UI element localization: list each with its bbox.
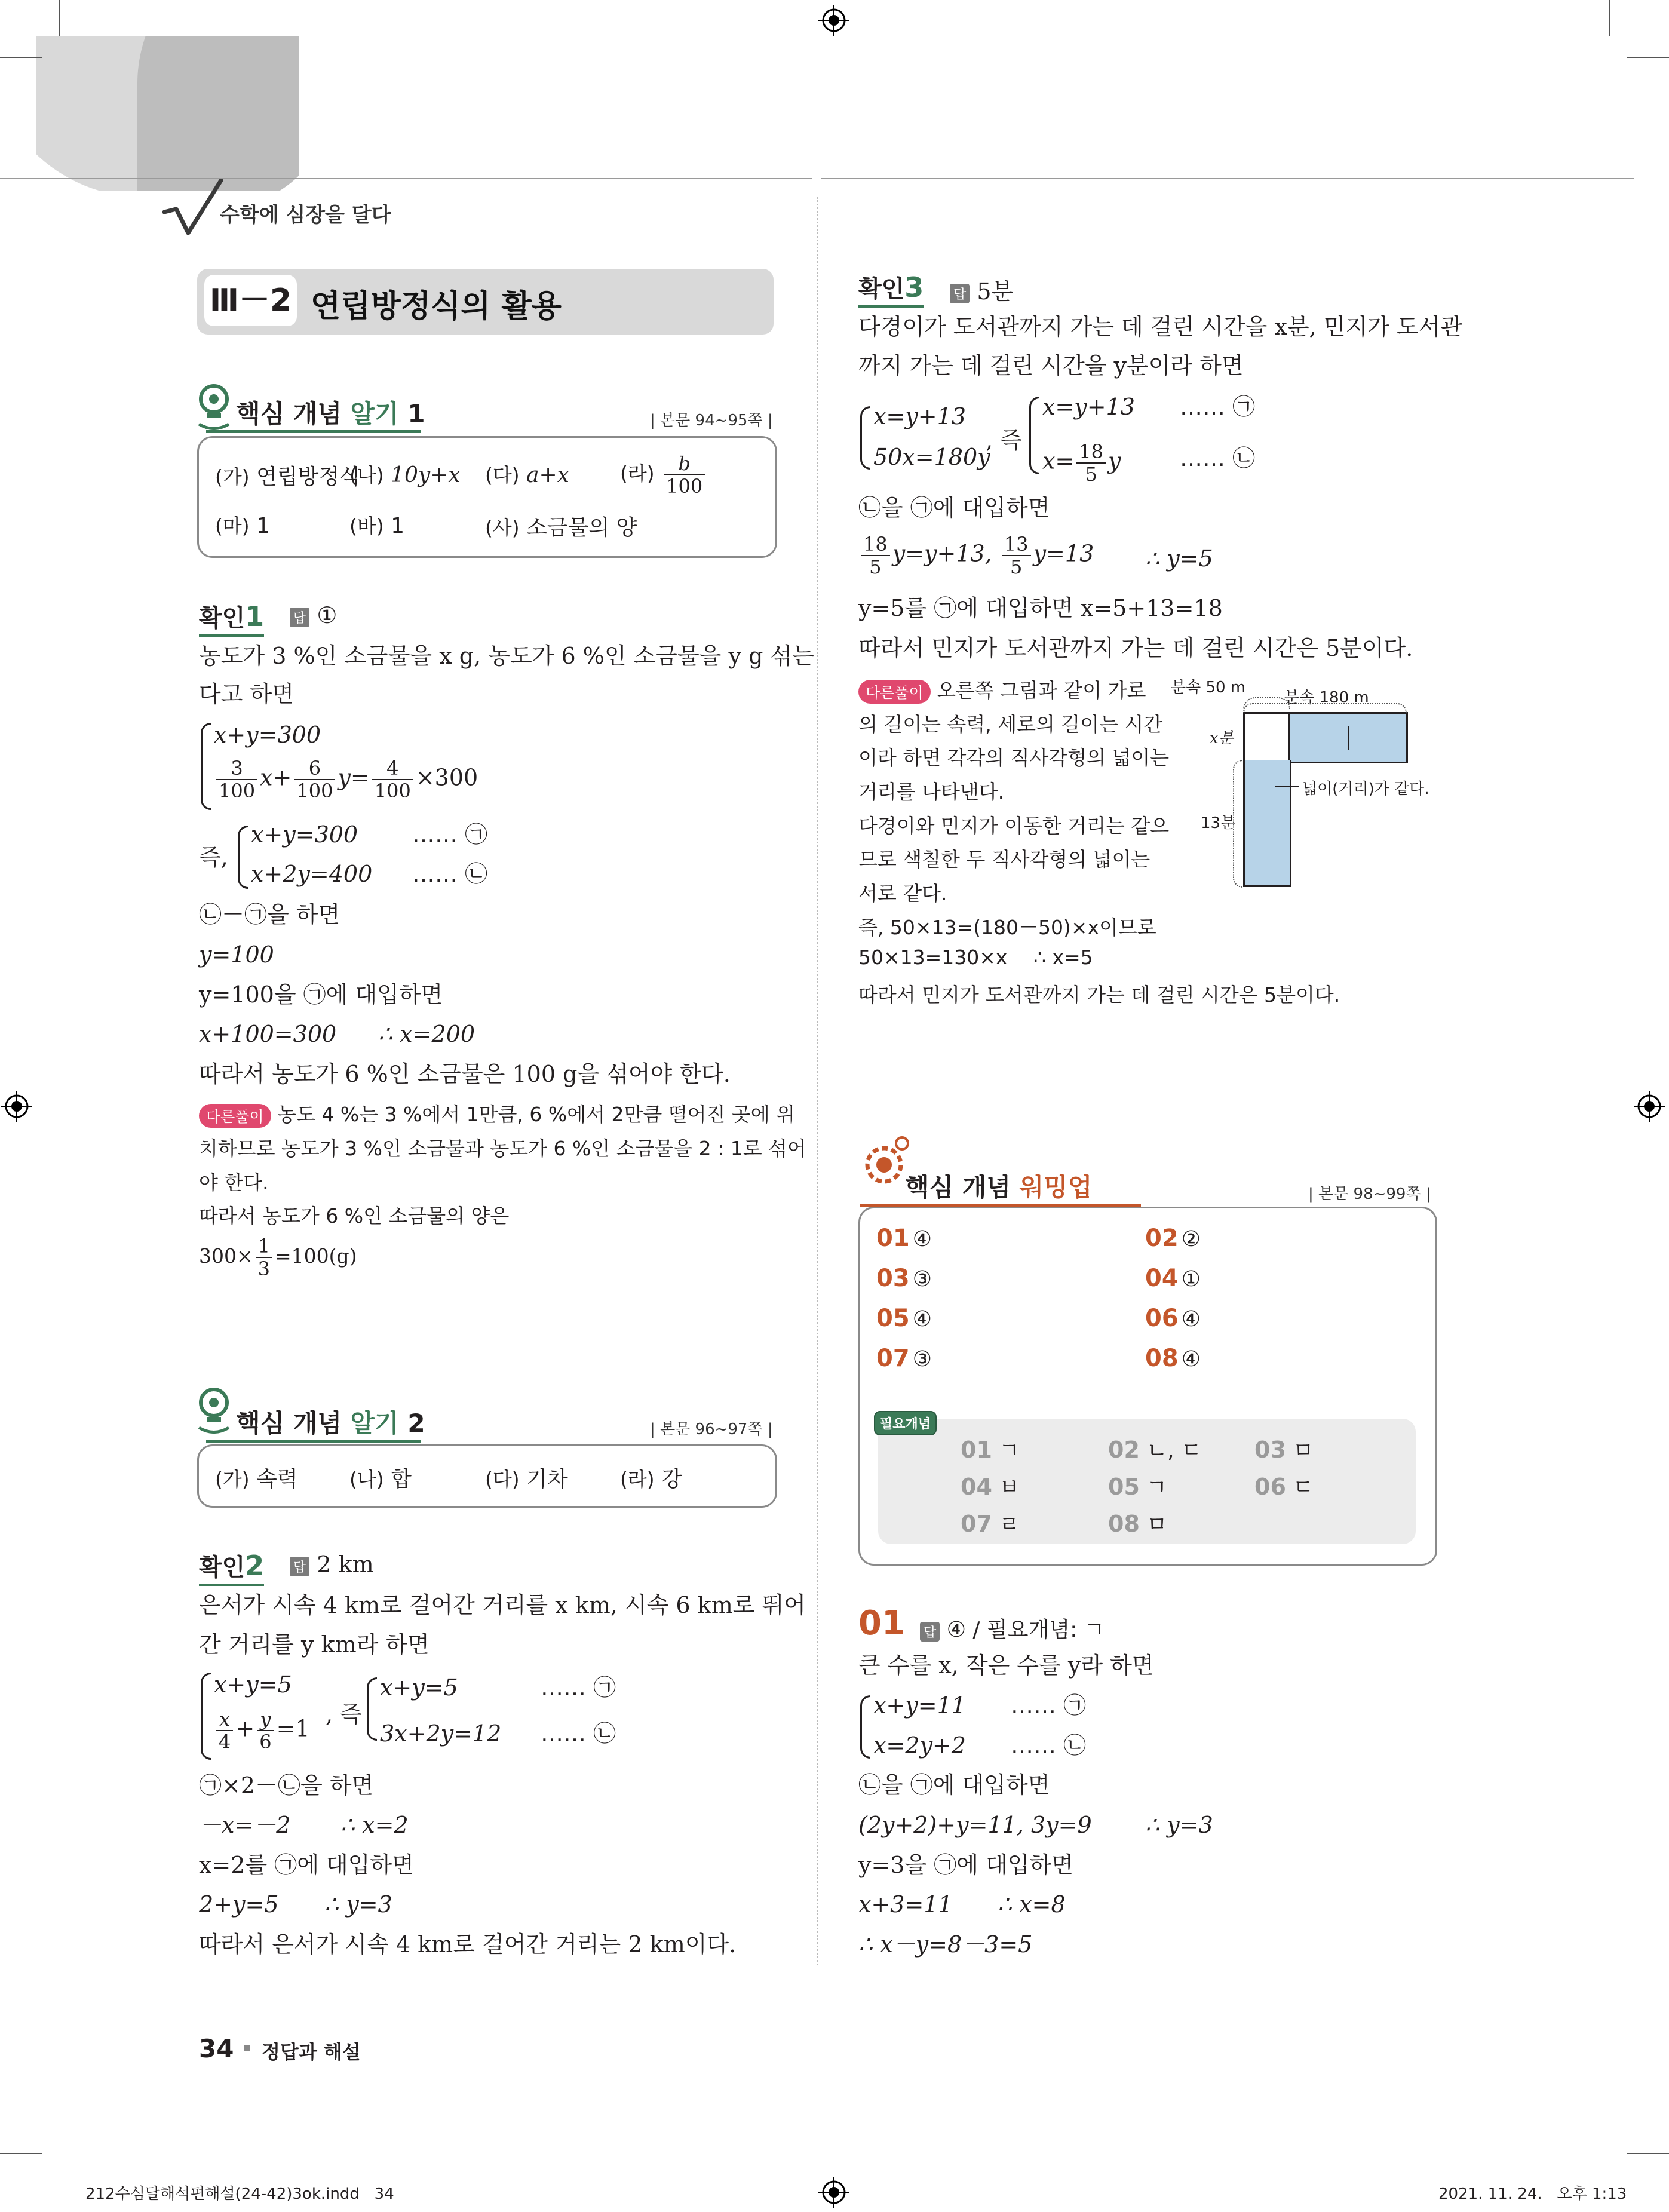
q01-sys2: x=2y+2 bbox=[873, 1732, 966, 1759]
answer-badge: 답 bbox=[920, 1622, 940, 1642]
header-leaf-decoration bbox=[36, 36, 299, 191]
concept2-title-underline bbox=[206, 1440, 421, 1443]
check1-line4: y=100 bbox=[199, 941, 274, 968]
q01-line2: ㉡을 ㉠에 대입하면 bbox=[858, 1772, 1050, 1798]
check3-alt-line10: 따라서 민지가 도서관까지 가는 데 걸린 시간은 5분이다. bbox=[858, 983, 1340, 1007]
q01-sys1: x+y=11 bbox=[873, 1692, 966, 1719]
concept2-na: (나) 합 bbox=[349, 1467, 412, 1492]
concept1-title-underline bbox=[206, 430, 421, 433]
warmup-answer: 08 ④ bbox=[1145, 1345, 1201, 1372]
concept1-da: (다) a+x bbox=[485, 463, 570, 487]
crop-mark-tr bbox=[1627, 57, 1669, 58]
section-title-bar bbox=[197, 269, 774, 335]
need-item: 01 ㄱ bbox=[961, 1437, 1020, 1463]
registration-mark-right bbox=[1634, 1091, 1665, 1122]
check1-alt-line4: 따라서 농도가 6 %인 소금물의 양은 bbox=[199, 1204, 510, 1228]
check3-brace1 bbox=[860, 406, 870, 470]
need-item: 05 ㄱ bbox=[1108, 1474, 1168, 1500]
check1-sys2: x+2y=400 bbox=[251, 861, 373, 887]
check1-line3: ㉡－㉠을 하면 bbox=[199, 901, 340, 928]
fig-rect-small bbox=[1243, 712, 1291, 763]
check3-alt-line2: 의 길이는 속력, 세로의 길이는 시간 bbox=[858, 713, 1163, 736]
warmup-answer: 07 ③ bbox=[876, 1345, 932, 1372]
q01-line5a: x+3=11 bbox=[858, 1891, 953, 1918]
fig-label-13: 13분 bbox=[1201, 814, 1236, 832]
check1-line1: 농도가 3 %인 소금물을 x g, 농도가 6 %인 소금물을 y g 섞는 bbox=[199, 643, 814, 669]
alt-solution-badge: 다른풀이 bbox=[199, 1104, 271, 1128]
check3-alt-line6: 므로 색칠한 두 직사각형의 넓이는 bbox=[858, 848, 1150, 871]
warmup-title: 핵심 개념 워밍업 bbox=[905, 1173, 1093, 1202]
check2-line5: x=2를 ㉠에 대입하면 bbox=[199, 1852, 414, 1878]
need-item: 02 ㄴ, ㄷ bbox=[1108, 1437, 1202, 1463]
check1-alt-line1: 다른풀이 농도 4 %는 3 %에서 1만큼, 6 %에서 2만큼 떨어진 곳에 위 bbox=[199, 1099, 795, 1128]
need-item: 07 ㄹ bbox=[961, 1511, 1020, 1537]
registration-mark-top bbox=[818, 5, 849, 36]
check3-eq2: 50x=180y bbox=[873, 444, 990, 470]
concept1-row1: (가) 연립방정식 bbox=[215, 465, 360, 489]
check2-line6b: ∴ y=3 bbox=[324, 1891, 392, 1918]
q01-number: 01 bbox=[858, 1604, 905, 1643]
crop-mark-tl bbox=[0, 57, 42, 58]
check3-line2: 까지 가는 데 걸린 시간을 y분이라 하면 bbox=[858, 352, 1244, 379]
header-checkmark-icon bbox=[161, 179, 227, 239]
page-number: 34 bbox=[199, 2034, 234, 2063]
check1-heading: 확인1 bbox=[199, 599, 264, 637]
concept1-ra: (라) $\frac{b}{100}$ bbox=[620, 453, 707, 497]
alt-solution-badge: 다른풀이 bbox=[858, 680, 931, 704]
need-item: 06 ㄷ bbox=[1254, 1474, 1314, 1500]
header-top-rule bbox=[0, 178, 812, 179]
concept1-ma: (마) 1 bbox=[215, 514, 270, 538]
fig-label-eq: 넓이(거리)가 같다. bbox=[1302, 780, 1429, 798]
warmup-answer: 05 ④ bbox=[876, 1305, 932, 1332]
section-number: Ⅲ－2 bbox=[204, 275, 297, 326]
header-top-rule-right bbox=[821, 178, 1634, 179]
check3-line4c: ∴ y=5 bbox=[1145, 545, 1213, 572]
concept1-page-ref: | 본문 94~95쪽 | bbox=[650, 412, 773, 429]
q01-sys1-tag: …… ㉠ bbox=[1011, 1692, 1087, 1719]
lightbulb-icon bbox=[196, 1386, 232, 1434]
section-title: 연립방정식의 활용 bbox=[311, 289, 562, 324]
check2-line3: ㉠×2－㉡을 하면 bbox=[199, 1772, 374, 1799]
check3-alt-line9a: 50×13=130×x bbox=[858, 946, 1008, 969]
q01-line1: 큰 수를 x, 작은 수를 y라 하면 bbox=[858, 1652, 1154, 1679]
concept1-ba: (바) 1 bbox=[349, 514, 404, 538]
crop-mark-tr-v bbox=[1609, 0, 1610, 36]
check3-alt-line4: 거리를 나타낸다. bbox=[858, 780, 1005, 803]
q01-answer: 답 ④ / 필요개념: ㄱ bbox=[920, 1613, 1105, 1643]
need-item: 04 ㅂ bbox=[961, 1474, 1020, 1500]
check2-line4b: ∴ x=2 bbox=[340, 1812, 409, 1838]
lightbulb-icon bbox=[196, 382, 232, 430]
check2-sys1-tag: …… ㉠ bbox=[541, 1674, 616, 1701]
check3-answer: 답 5분 bbox=[950, 273, 1013, 306]
check2-line6a: 2+y=5 bbox=[199, 1891, 279, 1918]
need-item: 03 ㅁ bbox=[1254, 1437, 1314, 1463]
fig-label-50: 분속 50 m bbox=[1171, 679, 1246, 697]
fig-label-180: 분속 180 m bbox=[1284, 689, 1369, 707]
check1-jeuk: 즉, bbox=[199, 844, 228, 870]
check1-line6a: x+100=300 bbox=[199, 1021, 337, 1047]
concept1-title: 핵심 개념 알기 1 bbox=[236, 399, 425, 428]
check3-sys1: x=y+13 bbox=[1042, 394, 1135, 420]
footer-date: 2021. 11. 24. 오후 1:13 bbox=[1438, 2185, 1627, 2203]
concept2-title: 핵심 개념 알기 2 bbox=[236, 1409, 425, 1438]
fig-rect-tall bbox=[1243, 760, 1291, 887]
gear-icon bbox=[857, 1135, 911, 1189]
check2-sys1: x+y=5 bbox=[380, 1674, 458, 1701]
check3-alt-line3: 이라 하면 각각의 직사각형의 넓이는 bbox=[858, 746, 1170, 769]
answer-badge: 답 bbox=[290, 608, 309, 627]
crop-mark-bl bbox=[0, 2153, 42, 2154]
need-concept-badge: 필요개념 bbox=[874, 1411, 937, 1435]
check3-jeuk: , 즉 bbox=[986, 427, 1022, 453]
check1-answer: 답 ① bbox=[290, 602, 337, 628]
check3-sys2: x= $\frac{18}{5}$ y bbox=[1042, 440, 1121, 486]
need-item: 08 ㅁ bbox=[1108, 1511, 1168, 1537]
q01-sys2-tag: …… ㉡ bbox=[1011, 1732, 1087, 1759]
answer-badge: 답 bbox=[950, 284, 970, 303]
concept2-da: (다) 기차 bbox=[485, 1467, 568, 1492]
check3-line3: ㉡을 ㉠에 대입하면 bbox=[858, 495, 1050, 521]
check2-line1: 은서가 시속 4 km로 걸어간 거리를 x km, 시속 6 km로 뛰어 bbox=[199, 1592, 806, 1618]
check1-alt-line5: 300× $\frac{1}{3}$ =100(g) bbox=[199, 1235, 357, 1280]
check3-alt-line8: 즉, 50×13=(180－50)×x이므로 bbox=[858, 916, 1156, 939]
check2-answer: 답 2 km bbox=[290, 1551, 374, 1578]
concept1-sa: (사) 소금물의 양 bbox=[485, 516, 637, 540]
check2-eq2: $\frac{x}{4}$ + $\frac{y}{6}$ =1 bbox=[214, 1708, 310, 1753]
check2-eq1: x+y=5 bbox=[214, 1671, 292, 1698]
fig-arrow-left bbox=[1275, 786, 1299, 787]
check3-eq1: x=y+13 bbox=[873, 403, 966, 429]
concept2-ga: (가) 속력 bbox=[215, 1467, 298, 1492]
speed-time-figure bbox=[1171, 672, 1446, 899]
q01-line3b: ∴ y=3 bbox=[1145, 1812, 1213, 1838]
q01-line5b: ∴ x=8 bbox=[998, 1891, 1066, 1918]
check1-line7: 따라서 농도가 6 %인 소금물은 100 g을 섞어야 한다. bbox=[199, 1061, 731, 1087]
check3-alt-line1: 다른풀이 오른쪽 그림과 같이 가로 bbox=[858, 675, 1146, 704]
check1-sys1: x+y=300 bbox=[251, 821, 358, 848]
fig-arrow-up bbox=[1348, 726, 1349, 750]
crop-mark-tl-v bbox=[59, 0, 60, 36]
check2-sys2: 3x+2y=12 bbox=[380, 1720, 502, 1747]
check3-line1: 다경이가 도서관까지 가는 데 걸린 시간을 x분, 민지가 도서관 bbox=[858, 314, 1463, 340]
warmup-answer: 03 ③ bbox=[876, 1265, 932, 1292]
fig-label-x: x분 bbox=[1210, 729, 1234, 747]
check1-alt-line3: 야 한다. bbox=[199, 1171, 269, 1194]
check3-alt-line9b: ∴ x=5 bbox=[1033, 946, 1093, 969]
check2-jeuk: , 즉 bbox=[326, 1701, 362, 1728]
q01-line6: ∴ x－y=8－3=5 bbox=[858, 1931, 1033, 1958]
check2-line7: 따라서 은서가 시속 4 km로 걸어간 거리는 2 km이다. bbox=[199, 1931, 737, 1958]
check1-sys2-tag: …… ㉡ bbox=[412, 861, 488, 887]
column-divider bbox=[817, 197, 818, 1965]
check3-line6: 따라서 민지가 도서관까지 가는 데 걸린 시간은 5분이다. bbox=[858, 635, 1413, 661]
check1-eq2: $\frac{3}{100}$ x+ $\frac{6}{100}$ y= $\frac{4}{100}$ ×300 bbox=[214, 757, 478, 802]
check2-heading: 확인2 bbox=[199, 1548, 264, 1586]
concept1-na: (나) 10y+x bbox=[349, 463, 461, 487]
warmup-answer: 01 ④ bbox=[876, 1225, 932, 1252]
footer-square-bullet bbox=[244, 2045, 250, 2051]
check3-sys2-tag: …… ㉡ bbox=[1180, 445, 1256, 471]
q01-line3a: (2y+2)+y=11, 3y=9 bbox=[858, 1812, 1092, 1838]
check1-eq1: x+y=300 bbox=[214, 722, 321, 748]
check1-brace1 bbox=[201, 723, 211, 810]
registration-mark-left bbox=[1, 1091, 32, 1122]
footer-file: 212수심달해석편해설(24-42)3ok.indd 34 bbox=[85, 2185, 394, 2203]
check2-brace1 bbox=[201, 1673, 211, 1760]
warmup-answer: 02 ② bbox=[1145, 1225, 1201, 1252]
check3-line4: $\frac{18}{5}$ y=y+13, $\frac{13}{5}$ y=13 bbox=[858, 533, 1094, 578]
check1-line2: 다고 하면 bbox=[199, 681, 294, 707]
concept2-ra: (라) 강 bbox=[620, 1467, 682, 1492]
check3-line5: y=5를 ㉠에 대입하면 x=5+13=18 bbox=[858, 595, 1223, 621]
check2-sys2-tag: …… ㉡ bbox=[541, 1720, 616, 1747]
registration-mark-bottom bbox=[818, 2177, 849, 2208]
crop-mark-br bbox=[1627, 2153, 1669, 2154]
warmup-answer: 04 ① bbox=[1145, 1265, 1201, 1292]
q01-line4: y=3을 ㉠에 대입하면 bbox=[858, 1852, 1073, 1878]
check2-line4a: －x=－2 bbox=[199, 1812, 291, 1838]
check2-line2: 간 거리를 y km라 하면 bbox=[199, 1631, 429, 1658]
check2-brace2 bbox=[367, 1677, 377, 1741]
check3-brace2 bbox=[1029, 397, 1039, 474]
check1-line5: y=100을 ㉠에 대입하면 bbox=[199, 981, 443, 1008]
check1-alt-line2: 치하므로 농도가 3 %인 소금물과 농도가 6 %인 소금물을 2 : 1로 섞어 bbox=[199, 1137, 806, 1160]
fig-dim-180 bbox=[1243, 703, 1407, 713]
check3-alt-line5: 다경이와 민지가 이동한 거리는 같으 bbox=[858, 814, 1170, 837]
concept2-page-ref: | 본문 96~97쪽 | bbox=[650, 1421, 773, 1438]
header-brand: 수학에 심장을 달다 bbox=[220, 203, 391, 227]
footer-section: 정답과 해설 bbox=[262, 2041, 361, 2063]
check1-line6b: ∴ x=200 bbox=[378, 1021, 475, 1047]
check1-brace2 bbox=[238, 826, 248, 889]
fig-dim-13 bbox=[1233, 760, 1242, 888]
q01-brace bbox=[860, 1695, 870, 1759]
check3-alt-line7: 서로 같다. bbox=[858, 882, 947, 905]
warmup-answer: 06 ④ bbox=[1145, 1305, 1201, 1332]
check3-heading: 확인3 bbox=[858, 270, 924, 308]
warmup-page-ref: | 본문 98~99쪽 | bbox=[1308, 1185, 1431, 1203]
check1-sys1-tag: …… ㉠ bbox=[412, 821, 488, 848]
check3-sys1-tag: …… ㉠ bbox=[1180, 394, 1256, 420]
answer-badge: 답 bbox=[290, 1557, 309, 1576]
